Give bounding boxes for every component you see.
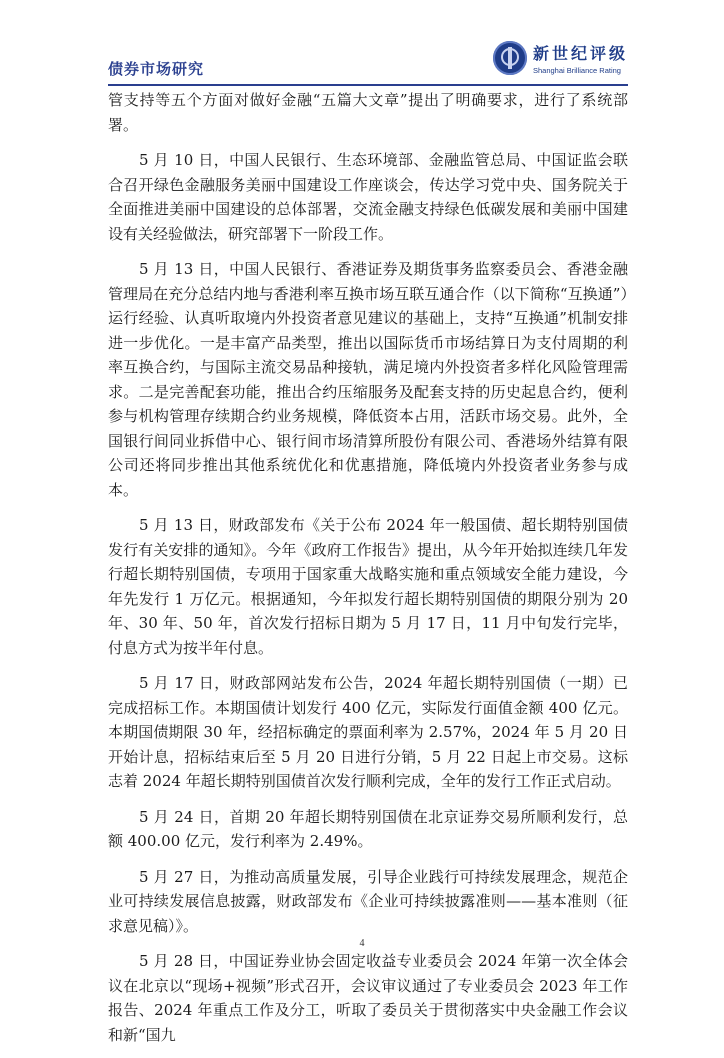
paragraph: 5 月 13 日，财政部发布《关于公布 2024 年一般国债、超长期特别国债发行有关安排的通知》。今年《政府工作报告》提出，从今年开始拟连续几年发行超长期特别国债，专项用于国家重大战略实施和重点领域安全能力建设，今年先发行 1 万亿元。根据通知，今年拟发行超长期特别国债的期限分别为 20 年、30 年、50 年，首次发行招标日期为 5 月 17 日，11 月中旬发行完毕，付息方式为按半年付息。	[108, 516, 628, 657]
page-header	[108, 36, 628, 82]
paragraph: 5 月 24 日，首期 20 年超长期特别国债在北京证券交易所顺利发行，总额 400.00 亿元，发行利率为 2.49%。	[108, 807, 628, 850]
page-number: 4	[359, 938, 365, 949]
paragraph: 管支持等五个方面对做好金融“五篇大文章”提出了明确要求，进行了系统部署。	[108, 91, 628, 134]
logo	[493, 36, 628, 80]
paragraph: 5 月 28 日，中国证券业协会固定收益专业委员会 2024 年第一次全体会议在北京以“现场+视频”形式召开，会议审议通过了专业委员会 2023 年工作报告、2024 年重点工作及分工，听取了委员关于贯彻落实中央金融工作会议和新“国九	[108, 952, 628, 1044]
paragraph: 5 月 13 日，中国人民银行、香港证券及期货事务监察委员会、香港金融管理局在充分总结内地与香港利率互换市场互联互通合作（以下简称“互换通”）运行经验、认真听取境内外投资者意见建议的基础上，支持“互换通”机制安排进一步优化。一是丰富产品类型，推出以国际货币市场结算日为支付周期的利率互换合约，与国际主流交易品种接轨，满足境内外投资者多样化风险管理需求。二是完善配套功能，推出合约压缩服务及配套支持的历史起息合约，便利参与机构管理存续期合约业务规模，降低资本占用，活跃市场交易。此外，全国银行间同业拆借中心、银行间市场清算所股份有限公司、香港场外结算有限公司还将同步推出其他系统优化和优惠措施，降低境内外投资者业务参与成本。	[108, 260, 628, 499]
header-divider	[108, 84, 628, 86]
paragraph: 5 月 17 日，财政部网站发布公告，2024 年超长期特别国债（一期）已完成招标工作。本期国债计划发行 400 亿元，实际发行面值金额 400 亿元。本期国债期限 30 年，经招标确定的票面利率为 2.57%，2024 年 5 月 20 日开始计息，招标结束后至 5 月 20 日进行分销，5 月 22 日起上市交易。这标志着 2024 年超长期特别国债首次发行顺利完成，全年的发行工作正式启动。	[108, 674, 628, 790]
logo-english-name: Shanghai Brilliance Rating	[532, 66, 621, 75]
logo-chinese-name: 新世纪评级	[532, 44, 628, 63]
logo-emblem-icon	[493, 41, 527, 75]
paragraph: 5 月 10 日，中国人民银行、生态环境部、金融监管总局、中国证监会联合召开绿色金融服务美丽中国建设工作座谈会，传达学习党中央、国务院关于全面推进美丽中国建设的总体部署，交流金融支持绿色低碳发展和美丽中国建设有关经验做法，研究部署下一阶段工作。	[108, 151, 628, 243]
document-body	[108, 88, 628, 1058]
logo-text	[533, 41, 628, 75]
paragraph: 5 月 27 日，为推动高质量发展，引导企业践行可持续发展理念，规范企业可持续发展信息披露，财政部发布《企业可持续披露准则——基本准则（征求意见稿）》。	[108, 867, 628, 935]
header-title: 债券市场研究	[108, 60, 205, 78]
